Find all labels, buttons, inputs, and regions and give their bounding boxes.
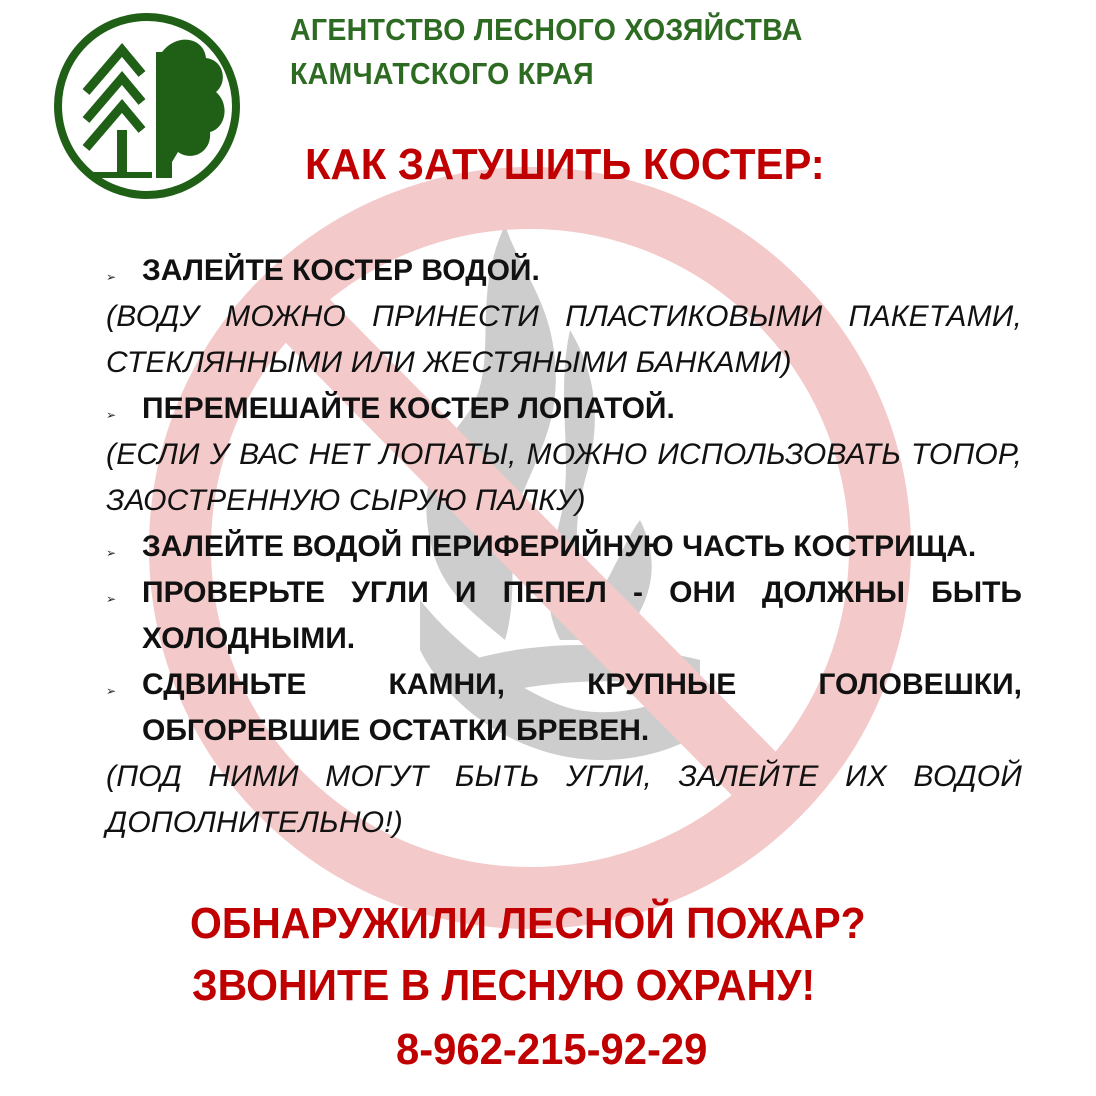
bullet-icon: ➢ — [106, 684, 117, 698]
instruction-item-4 — [106, 570, 1022, 662]
instruction-note-1: (ВОДУ МОЖНО ПРИНЕСТИ ПЛАСТИКОВЫМИ ПАКЕТАМИ, СТЕКЛЯННЫМИ ИЛИ ЖЕСТЯНЫМИ БАНКАМИ) — [106, 300, 1022, 379]
call-to-action: ЗВОНИТЕ В ЛЕСНУЮ ОХРАНУ! — [192, 961, 816, 1010]
instruction-text: ЗАЛЕЙТЕ ВОДОЙ ПЕРИФЕРИЙНУЮ ЧАСТЬ КОСТРИЩА. — [142, 530, 977, 563]
instruction-text: ПРОВЕРЬТЕ УГЛИ И ПЕПЕЛ - ОНИ ДОЛЖНЫ БЫТЬ ХОЛОДНЫМИ. — [142, 576, 1022, 655]
bullet-icon: ➢ — [106, 546, 117, 560]
instruction-item-2 — [106, 386, 1022, 432]
instruction-text: ПЕРЕМЕШАЙТЕ КОСТЕР ЛОПАТОЙ. — [142, 392, 675, 425]
forest-agency-logo-icon — [44, 12, 250, 200]
phone-number[interactable]: 8-962-215-92-29 — [396, 1025, 708, 1074]
page-title: КАК ЗАТУШИТЬ КОСТЕР: — [305, 140, 825, 189]
agency-name-line1: АГЕНТСТВО ЛЕСНОГО ХОЗЯЙСТВА — [290, 12, 803, 47]
agency-name-line2: КАМЧАТСКОГО КРАЯ — [290, 56, 594, 91]
instruction-note-3: (ПОД НИМИ МОГУТ БЫТЬ УГЛИ, ЗАЛЕЙТЕ ИХ ВОДОЙ ДОПОЛНИТЕЛЬНО!) — [106, 760, 1022, 839]
bullet-icon: ➢ — [106, 592, 117, 606]
instruction-note-2: (ЕСЛИ У ВАС НЕТ ЛОПАТЫ, МОЖНО ИСПОЛЬЗОВАТЬ ТОПОР, ЗАОСТРЕННУЮ СЫРУЮ ПАЛКУ) — [106, 438, 1022, 517]
instruction-item-3 — [106, 524, 1022, 570]
bullet-icon: ➢ — [106, 270, 117, 284]
instruction-text: ЗАЛЕЙТЕ КОСТЕР ВОДОЙ. — [142, 254, 540, 287]
instruction-text: СДВИНЬТЕ КАМНИ, КРУПНЫЕ ГОЛОВЕШКИ, ОБГОРЕВШИЕ ОСТАТКИ БРЕВЕН. — [142, 668, 1022, 747]
agency-name — [290, 8, 803, 96]
fire-question: ОБНАРУЖИЛИ ЛЕСНОЙ ПОЖАР? — [190, 899, 866, 948]
instruction-item-5 — [106, 662, 1022, 754]
bullet-icon: ➢ — [106, 408, 117, 422]
instructions-list — [106, 248, 1022, 846]
instruction-item-1 — [106, 248, 1022, 294]
